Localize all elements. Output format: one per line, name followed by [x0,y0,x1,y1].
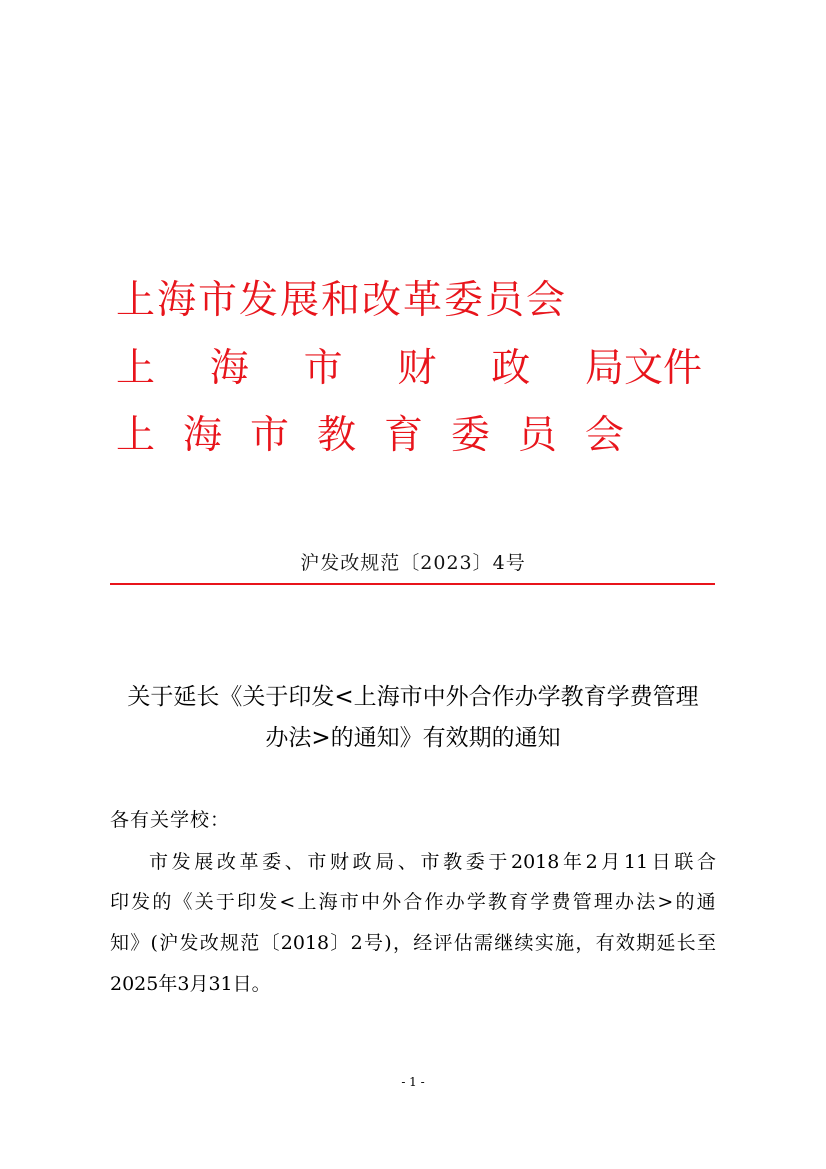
issuer-line-3-char: 育 [383,413,423,458]
body-line-3: 知 》 ( 沪 发 改 规 范 〔 2018 〕 2 号 ) ， 经 评 估 需 继 续 实 施 ， 有 效 期 延 长 至 [110,932,716,954]
body-line-1: 市 发 展 改 革 委 、 市 财 政 局 、 市 教 委 于 2018 年 2 月 11 日 联 合 [149,851,716,873]
red-divider [110,583,715,585]
body-line-2: 印 发 的 《 关 于 印 发 < 上 海 市 中 外 合 作 办 学 教 育 学 费 管 理 办 法 > 的 通 [110,891,716,913]
issuer-line-3-char: 海 [182,413,222,458]
issuer-line-3 [116,413,624,459]
document-title-line-1: 关于延长《关于印发<上海市中外合作办学教育学费管理 [127,684,699,710]
issuer-line-2-char: 海 [209,346,249,391]
issuer-line-2-char: 政 [491,346,531,391]
issuer-line-2-char: 上 [116,346,156,391]
issuer-line-2-tail: 局文件 [584,346,702,391]
document-title-line-2: 办法>的通知》有效期的通知 [265,725,561,751]
issuer-line-2-char: 市 [303,346,343,391]
document-number: 沪发改规范〔2023〕4号 [300,552,526,574]
issuer-line-3-char: 会 [584,413,624,458]
page-number: - 1 - [401,1075,425,1089]
issuer-line-2 [116,346,702,392]
issuer-line-3-char: 委 [450,413,490,458]
salutation: 各有关学校： [110,809,231,831]
issuer-line-2-char: 财 [397,346,437,391]
issuer-line-3-char: 市 [249,413,289,458]
issuer-line-3-char: 员 [517,413,557,458]
issuer-line-3-char: 教 [316,413,356,458]
issuer-line-1: 上海市发展和改革委员会 [116,278,568,323]
issuer-line-3-char: 上 [116,413,156,458]
body-line-4: 2025年3月31日。 [110,973,271,995]
